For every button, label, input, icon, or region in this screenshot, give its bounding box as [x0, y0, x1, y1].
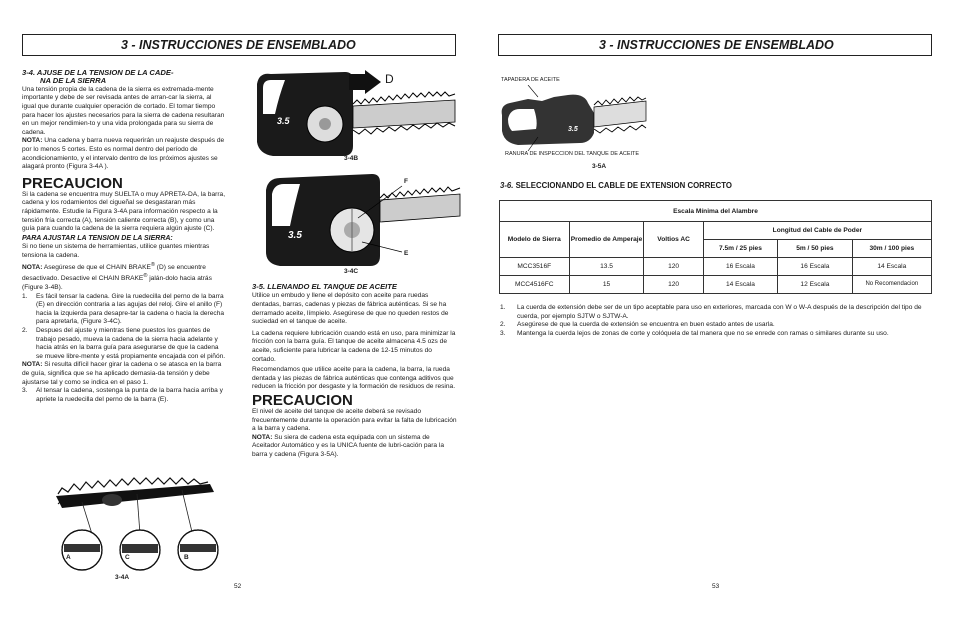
left-column-2	[252, 283, 457, 460]
header-7-5m: 7.5m / 25 pies	[703, 240, 777, 258]
nota-1-label: NOTA:	[22, 137, 43, 145]
right-header-text: 3 - INSTRUCCIONES DE ENSEMBLADO	[599, 38, 834, 52]
ajustar-title: PARA AJUSTAR LA TENSION DE LA SIERRA:	[22, 234, 173, 242]
precaucion-1-body	[22, 191, 226, 405]
left-page-number: 52	[234, 583, 242, 590]
step-1	[22, 293, 226, 327]
left-header-text: 3 - INSTRUCCIONES DE ENSEMBLADO	[121, 38, 356, 52]
header-voltios: Voltios AC	[644, 222, 703, 258]
table-title: Escala Mínima del Alambre	[500, 201, 932, 222]
figure-3-5a	[498, 85, 648, 151]
section-3-4-title-line2: NA DE LA SIERRA	[40, 76, 107, 86]
right-page-header	[498, 34, 932, 56]
inspection-slot-label: RANURA DE INSPECCION DEL TANQUE DE ACEITE	[505, 151, 640, 157]
section-3-4-title	[22, 69, 226, 86]
cell-amp: 15	[569, 276, 644, 294]
figure-3-4c-caption: 3-4C	[344, 268, 359, 275]
precaucion-heading-1: PRECAUCION	[22, 174, 123, 192]
figure-3-4a-caption: 3-4A	[115, 574, 130, 581]
figure-3-4a	[22, 474, 232, 586]
item-text: La cuerda de extensión debe ser de un tipo aceptable para uso en exteriores, marcada con W o W-A después de la descripción del tipo de cuerda, por ejemplo SJTW o SJTW-A.	[517, 304, 922, 320]
chainsaw-oil-tank-illustration	[498, 85, 648, 151]
section-3-5-paragraph-3: Recomendamos que utilice aceite para la cadena, la barra, la rueda dentada y las piezas de fábrica auténticas que contenga aditivos que reducen la fricción por desgaste y la formación de residuos de resina.	[252, 366, 456, 391]
nota-3-text: Si resulta difícil hacer girar la cadena o se atasca en la barra de guía, significa que se ha aplicado demasia-da tensión y debe ajustarse tal y como se indica en el paso 1.	[22, 361, 222, 386]
nota-2-label: NOTA:	[22, 263, 43, 271]
step-number: 1.	[22, 292, 28, 300]
cell-amp: 13.5	[569, 258, 644, 276]
item-number: 1.	[500, 304, 506, 311]
cell-volt: 120	[644, 258, 703, 276]
cell-gauge: No Recomendacion	[852, 276, 931, 294]
nota-2-part-a: Asegúrese de que el CHAIN BRAKE	[42, 263, 151, 271]
step-number: 2.	[22, 327, 28, 335]
cell-gauge: 12 Escala	[778, 276, 852, 294]
svg-text:3.5: 3.5	[288, 230, 302, 241]
step-number: 3.	[22, 387, 28, 395]
precaucion-heading-2: PRECAUCION	[252, 391, 353, 409]
oil-cap-label: TAPADERA DE ACEITE	[501, 77, 560, 83]
left-column-1	[22, 69, 226, 404]
list-item	[500, 304, 934, 321]
figure-label-c: C	[125, 554, 130, 561]
cell-gauge: 16 Escala	[703, 258, 777, 276]
figure-3-5a-caption: 3-5A	[592, 163, 607, 170]
cell-volt: 120	[644, 276, 703, 294]
chainsaw-side-illustration	[249, 66, 459, 162]
figure-label-d: D	[385, 72, 394, 86]
header-30m: 30m / 100 pies	[852, 240, 931, 258]
step-2	[22, 327, 226, 361]
header-modelo: Modelo de Sierra	[500, 222, 570, 258]
nota-3-label: NOTA:	[22, 361, 43, 369]
figure-3-4b	[249, 66, 459, 162]
step-text: Despues del ajuste y mientras tiene puestos los guantes de trabajo pesado, mueva la cadena de la sierra hacia adelante y hacia atrás en la barra guía para asegurarse de que la cadena se mueve libre-mente y está propiamente encajada con el piñón.	[36, 327, 226, 360]
table-row	[500, 258, 932, 276]
section-3-6-title-text: SELECCIONANDO EL CABLE DE EXTENSION CORRECTO	[513, 181, 732, 190]
left-page-header	[22, 34, 456, 56]
section-3-5-body	[252, 292, 457, 392]
figure-3-4c	[262, 170, 462, 270]
item-text: Mantenga la cuerda lejos de zonas de corte y colóquela de tal manera que no se enrede con ramas o similares durante su uso.	[517, 329, 889, 337]
wire-gauge-table	[499, 200, 932, 294]
section-3-4-title-line1: 3-4. AJUSE DE LA TENSION DE LA CADE-	[22, 68, 174, 77]
ajustar-text: Si no tiene un sistema de herramientas, utilice guantes mientras tensiona la cadena.	[22, 243, 210, 259]
item-number: 3.	[500, 329, 506, 337]
step-3	[22, 387, 226, 404]
nota-3	[22, 361, 226, 387]
chain-tension-illustration	[22, 474, 232, 586]
precaucion-2-text: El nivel de aceite del tanque de aceite deberá se revisado frecuentemente durante la operación para evitar la falta de lubricación a la barra y cadena.	[252, 407, 457, 433]
header-amperaje: Promedio de Amperaje	[569, 222, 644, 258]
figure-label-e: E	[404, 250, 409, 257]
precaucion-2-body	[252, 408, 457, 460]
figure-label-f: F	[404, 178, 408, 185]
extension-cord-list	[500, 304, 934, 338]
cell-model: MCC4516FC	[500, 276, 570, 294]
list-item	[500, 321, 934, 330]
figure-label-b: B	[184, 554, 189, 561]
nota-2	[22, 261, 226, 293]
header-5m: 5m / 50 pies	[778, 240, 852, 258]
section-3-6-title	[500, 181, 732, 190]
nota-4-label: NOTA:	[252, 433, 273, 441]
nota-2-part-b: (D) se encuentre desactivado. Desactive el CHAIN BRAKE	[22, 263, 206, 283]
item-text: Asegúrese de que la cuerda de extensión se encuentra en buen estado antes de usarla.	[517, 321, 775, 329]
list-item	[500, 330, 934, 339]
nota-1	[22, 137, 226, 171]
item-number: 2.	[500, 321, 506, 329]
nota-4	[252, 434, 457, 460]
section-3-5-title: 3-5. LLENANDO EL TANQUE DE ACEITE	[252, 282, 397, 291]
section-3-5-paragraph-1: Utilice un embudo y llene el depósito con aceite para ruedas dentadas, barras, cadenas y piezas de fábrica auténticas. Si se ha derramado aceite, límpielo. Asegúrese de que no queden restos de suciedad en el tanque de aceite.	[252, 292, 449, 326]
chainsaw-tension-adjust-illustration	[262, 170, 462, 270]
right-page-number: 53	[712, 583, 720, 590]
section-3-5-paragraph-2: La cadena requiere lubricación cuando está en uso, para minimizar la fricción con la barra guía. El tanque de aceite almacena 4.5 ozs de aceite, suficiente para lubricar la cadena de 12-15 minutos do cortado.	[252, 329, 456, 363]
cell-gauge: 14 Escala	[852, 258, 931, 276]
nota-1-text: Una cadena y barra nueva requerirán un reajuste después de por lo menos 5 cortes. Esto es normal dentro del período de acondicionamiento, y el intervalo dentro de los próximos ajustes se alagará pronto (Figura 3-4A ).	[22, 137, 225, 171]
precaucion-1-text: Si la cadena se encuentra muy SUELTA o muy APRETA-DA, la barra, cadena y los rodamientos del cigueñal se desgastaran más rápidamente. Estudie la Figura 3-4A para información respecto a la tensión fría correcta (A), tensión caliente correcta (B), y como una guía para cuando la cadena de la sierra requiera algún ajuste (C).	[22, 190, 226, 233]
section-3-4-body	[22, 86, 226, 172]
registered-mark: ®	[143, 273, 148, 280]
svg-text:3.5: 3.5	[568, 126, 578, 133]
step-text: Es fácil tensar la cadena. Gire la ruedecilla del perno de la barra (E) en dirección contraria a las agujas del reloj. Gire el anillo (F) hacia la izquierda para desapre-tar la cadena o hacia la derecha para apretarla, (Figure 3-4C).	[36, 292, 225, 326]
registered-mark: ®	[150, 261, 155, 268]
cell-gauge: 14 Escala	[703, 276, 777, 294]
section-3-4-paragraph: Una tensión propia de la cadena de la sierra es extremada-mente importante y debe de ser revisada antes de arran-car la sierra, al igual que durante cualquier operación de cortado. El tomar tiempo para hacer los ajustes necesarios para la sierra de cadena resultaran en un mejor rendimien-to y una vida prolongada para su sierra de cadena.	[22, 85, 225, 136]
cell-model: MCC3516F	[500, 258, 570, 276]
figure-label-a: A	[66, 554, 71, 561]
nota-2-part-c: jalán-dolo hacia atrás (Figure 3-4B).	[22, 275, 212, 292]
svg-text:3.5: 3.5	[277, 116, 290, 126]
section-3-6-number: 3-6.	[500, 181, 514, 190]
step-text: Al tensar la cadena, sostenga la punta de la barra hacia arriba y apriete la ruedecilla del perno de la barra (E).	[36, 387, 223, 403]
header-longitud: Longitud del Cable de Poder	[703, 222, 931, 240]
cell-gauge: 16 Escala	[778, 258, 852, 276]
nota-4-text: Su siera de cadena esta equipada con un sistema de Aceitador Automático y es la UNICA fuente de lubri-cación para la barra y cadena (Figura 3-5A).	[252, 433, 445, 458]
table-row	[500, 276, 932, 294]
figure-3-4b-caption: 3-4B	[344, 155, 359, 162]
